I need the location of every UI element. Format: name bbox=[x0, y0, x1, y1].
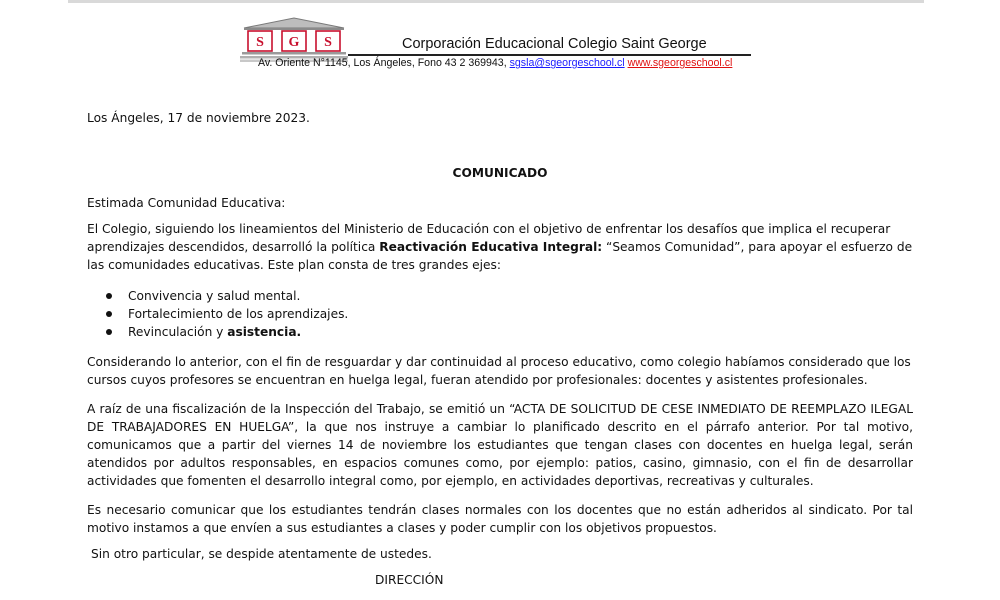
paragraph-attendance: Es necesario comunicar que los estudiantes tendrán clases normales con los docentes que no están adheridos al sindicato. Por tal motivo instamos a que envíen a sus estudiantes a clases y poder cumplir con los objetivos propuestos. bbox=[87, 503, 913, 535]
address-text: Av. Oriente N°1145, Los Ángeles, Fono 43 2 369943, bbox=[258, 57, 507, 69]
list-item-text: Fortalecimiento de los aprendizajes. bbox=[128, 307, 349, 321]
top-divider bbox=[68, 0, 924, 3]
list-item-bold: asistencia. bbox=[227, 325, 302, 339]
email-link[interactable]: sgsla@sgeorgeschool.cl bbox=[509, 57, 625, 69]
bullet-icon bbox=[106, 293, 112, 299]
logo-letter-1: S bbox=[256, 35, 264, 50]
contact-line bbox=[258, 57, 732, 69]
list-item-text: Revinculación y bbox=[128, 325, 228, 339]
logo-letter-3: S bbox=[324, 35, 332, 50]
bullet-icon bbox=[106, 311, 112, 317]
school-logo bbox=[240, 16, 348, 62]
document-title: COMUNICADO bbox=[452, 166, 548, 180]
logo-letter-2: G bbox=[288, 35, 300, 50]
paragraph-inspection: A raíz de una fiscalización de la Inspección del Trabajo, se emitió un “ACTA DE SOLICITUD DE CESE INMEDIATO DE REEMPLAZO ILEGAL DE TRABAJADORES EN HUELGA”, la que nos instruye a cambiar lo planificado descrito en el párrafo anterior. Por tal motivo, comunicamos que a partir del viernes 14 de noviembre los estudiantes que tengan clases con docentes en huelga legal, serán atendidos por adultos responsables, en espacios comunes como, por ejemplo: patios, casino, gimnasio, con el fin de desarrollar actividades que fomenten el desarrollo integral como, por ejemplo, en actividades deportivas, recreativas y culturales. bbox=[87, 402, 913, 488]
list-item-text: Convivencia y salud mental. bbox=[128, 289, 301, 303]
intro-text-before: El Colegio, siguiendo los lineamientos del Ministerio de Educación con el objetivo de enfrentar los desafíos que implica el recuperar aprendizajes descendidos, desarrolló la política bbox=[87, 222, 891, 254]
list-item bbox=[100, 305, 348, 323]
list-item bbox=[100, 323, 348, 341]
paragraph-context: Considerando lo anterior, con el fin de resguardar y dar continuidad al proceso educativo, como colegio habíamos considerado que los cursos cuyos profesores se encuentran en huelga legal, fueran atendido por profesionales: docentes y asistentes profesionales. bbox=[87, 355, 911, 387]
axes-list bbox=[100, 287, 348, 341]
signature: DIRECCIÓN bbox=[375, 573, 444, 587]
intro-policy-name: Reactivación Educativa Integral: bbox=[379, 240, 603, 254]
school-building-logo-icon bbox=[240, 16, 348, 62]
list-item bbox=[100, 287, 348, 305]
institution-name: Corporación Educacional Colegio Saint George bbox=[402, 36, 707, 52]
letter-date: Los Ángeles, 17 de noviembre 2023. bbox=[87, 111, 310, 125]
paragraph-intro bbox=[87, 220, 913, 274]
bullet-icon bbox=[106, 329, 112, 335]
header-rule bbox=[348, 54, 751, 56]
closing-line: Sin otro particular, se despide atentamente de ustedes. bbox=[91, 547, 432, 561]
website-link[interactable]: www.sgeorgeschool.cl bbox=[627, 57, 733, 69]
intro-text-after: “Seamos Comunidad”, para apoyar el esfuerzo de las comunidades educativas. Este plan consta de tres grandes ejes: bbox=[87, 240, 913, 272]
greeting: Estimada Comunidad Educativa: bbox=[87, 196, 286, 210]
